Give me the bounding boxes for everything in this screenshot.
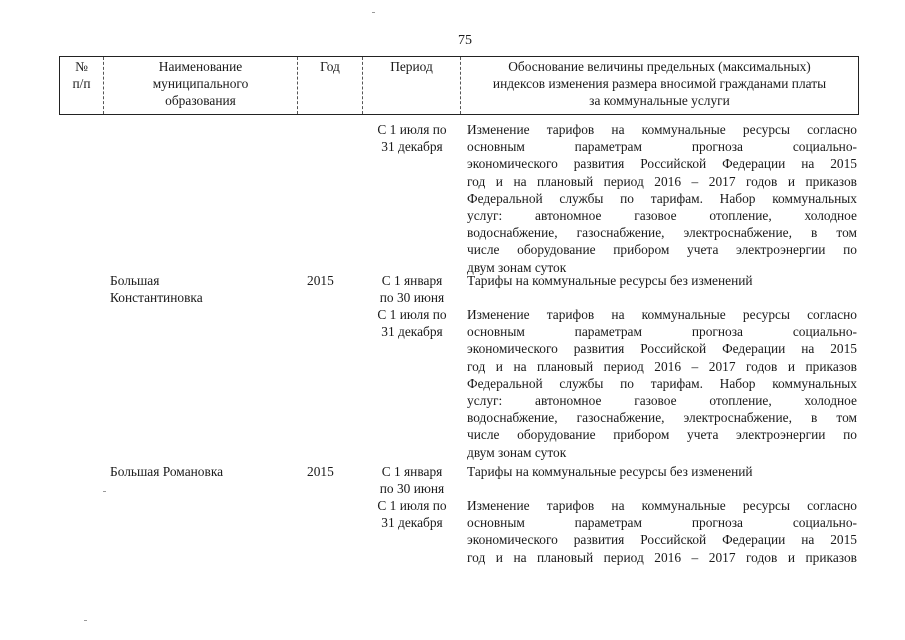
basis-line: год и на плановый период 2016 – 2017 годов и приказов [467, 549, 857, 565]
row1-year: 2015 [307, 273, 334, 288]
row2-basis-b [467, 497, 857, 566]
header-basis-line: Обоснование величины предельных (максимальных) [508, 59, 811, 74]
header-col-period [363, 57, 461, 114]
basis-line: Изменение тарифов на коммунальные ресурсы согласно [467, 122, 857, 137]
row2-basis-a: Тарифы на коммунальные ресурсы без изменений [467, 464, 753, 479]
basis-line: экономического развития Российской Федерации на 2015 [467, 156, 857, 172]
basis-line: основным параметрам прогноза социально- [467, 515, 857, 531]
row1-basis-b [467, 306, 857, 461]
scan-speck [372, 12, 375, 13]
basis-line: Изменение тарифов на коммунальные ресурсы согласно [467, 307, 857, 322]
period-line: по 30 июня [379, 481, 445, 497]
header-col-number [60, 57, 104, 114]
basis-line: экономического развития Российской Федерации на 2015 [467, 341, 857, 357]
page-number: 75 [458, 33, 472, 48]
name-line: Большая [110, 273, 160, 288]
name-line: Константиновка [110, 290, 203, 306]
period-line: С 1 января [381, 464, 443, 479]
name-line: Большая Романовка [110, 464, 224, 479]
row0-period [369, 121, 455, 155]
basis-line: основным параметрам прогноза социально- [467, 139, 857, 155]
basis-line: водоснабжение, газоснабжение, электроснабжение, в том [467, 410, 857, 426]
row0-basis [467, 121, 857, 276]
header-num-line: № [75, 59, 88, 74]
header-basis-line: за коммунальные услуги [589, 93, 730, 109]
basis-line: водоснабжение, газоснабжение, электроснабжение, в том [467, 225, 857, 241]
basis-line: числе оборудование прибором учета электроэнергии по [467, 242, 857, 258]
table-header [59, 56, 859, 115]
header-col-year [298, 57, 363, 114]
basis-line: числе оборудование прибором учета электроэнергии по [467, 427, 857, 443]
row2-municipality-name [110, 463, 223, 480]
period-line: С 1 июля по [377, 498, 447, 513]
row1-basis-a: Тарифы на коммунальные ресурсы без изменений [467, 273, 753, 288]
period-line: С 1 января [381, 273, 443, 288]
period-line: 31 декабря [381, 324, 443, 340]
basis-line: Федеральной службы по тарифам. Набор коммунальных [467, 190, 857, 206]
basis-line: двум зонам суток [467, 444, 567, 460]
period-line: С 1 июля по [377, 307, 447, 322]
header-name-line: образования [165, 93, 236, 109]
header-name-line: муниципального [152, 76, 249, 92]
period-line: 31 декабря [381, 515, 443, 531]
basis-line: экономического развития Российской Федерации на 2015 [467, 532, 857, 548]
row2-year: 2015 [307, 464, 334, 479]
header-period-label: Период [390, 59, 433, 74]
basis-line: Изменение тарифов на коммунальные ресурсы согласно [467, 498, 857, 513]
scan-speck [84, 620, 87, 621]
basis-line: двум зонам суток [467, 259, 567, 275]
basis-line: услуг: автономное газовое отопление, холодное [467, 207, 857, 223]
header-basis-line: индексов изменения размера вносимой гражданами платы [492, 76, 827, 92]
basis-line: год и на плановый период 2016 – 2017 годов и приказов [467, 358, 857, 374]
row2-period-b [369, 497, 455, 531]
header-year-label: Год [320, 59, 340, 74]
header-num-line: п/п [72, 76, 91, 92]
header-name-line: Наименование [158, 59, 243, 74]
basis-line: год и на плановый период 2016 – 2017 годов и приказов [467, 173, 857, 189]
header-col-name [104, 57, 298, 114]
period-line: 31 декабря [381, 139, 443, 155]
header-col-basis [461, 57, 858, 114]
period-line: по 30 июня [379, 290, 445, 306]
period-line: С 1 июля по [377, 122, 447, 137]
row2-period-a [369, 463, 455, 497]
row1-period-a [369, 272, 455, 306]
row1-municipality-name [110, 272, 203, 306]
basis-line: услуг: автономное газовое отопление, холодное [467, 392, 857, 408]
row1-period-b [369, 306, 455, 340]
basis-line: Федеральной службы по тарифам. Набор коммунальных [467, 375, 857, 391]
basis-line: основным параметрам прогноза социально- [467, 324, 857, 340]
scan-speck [103, 491, 106, 492]
